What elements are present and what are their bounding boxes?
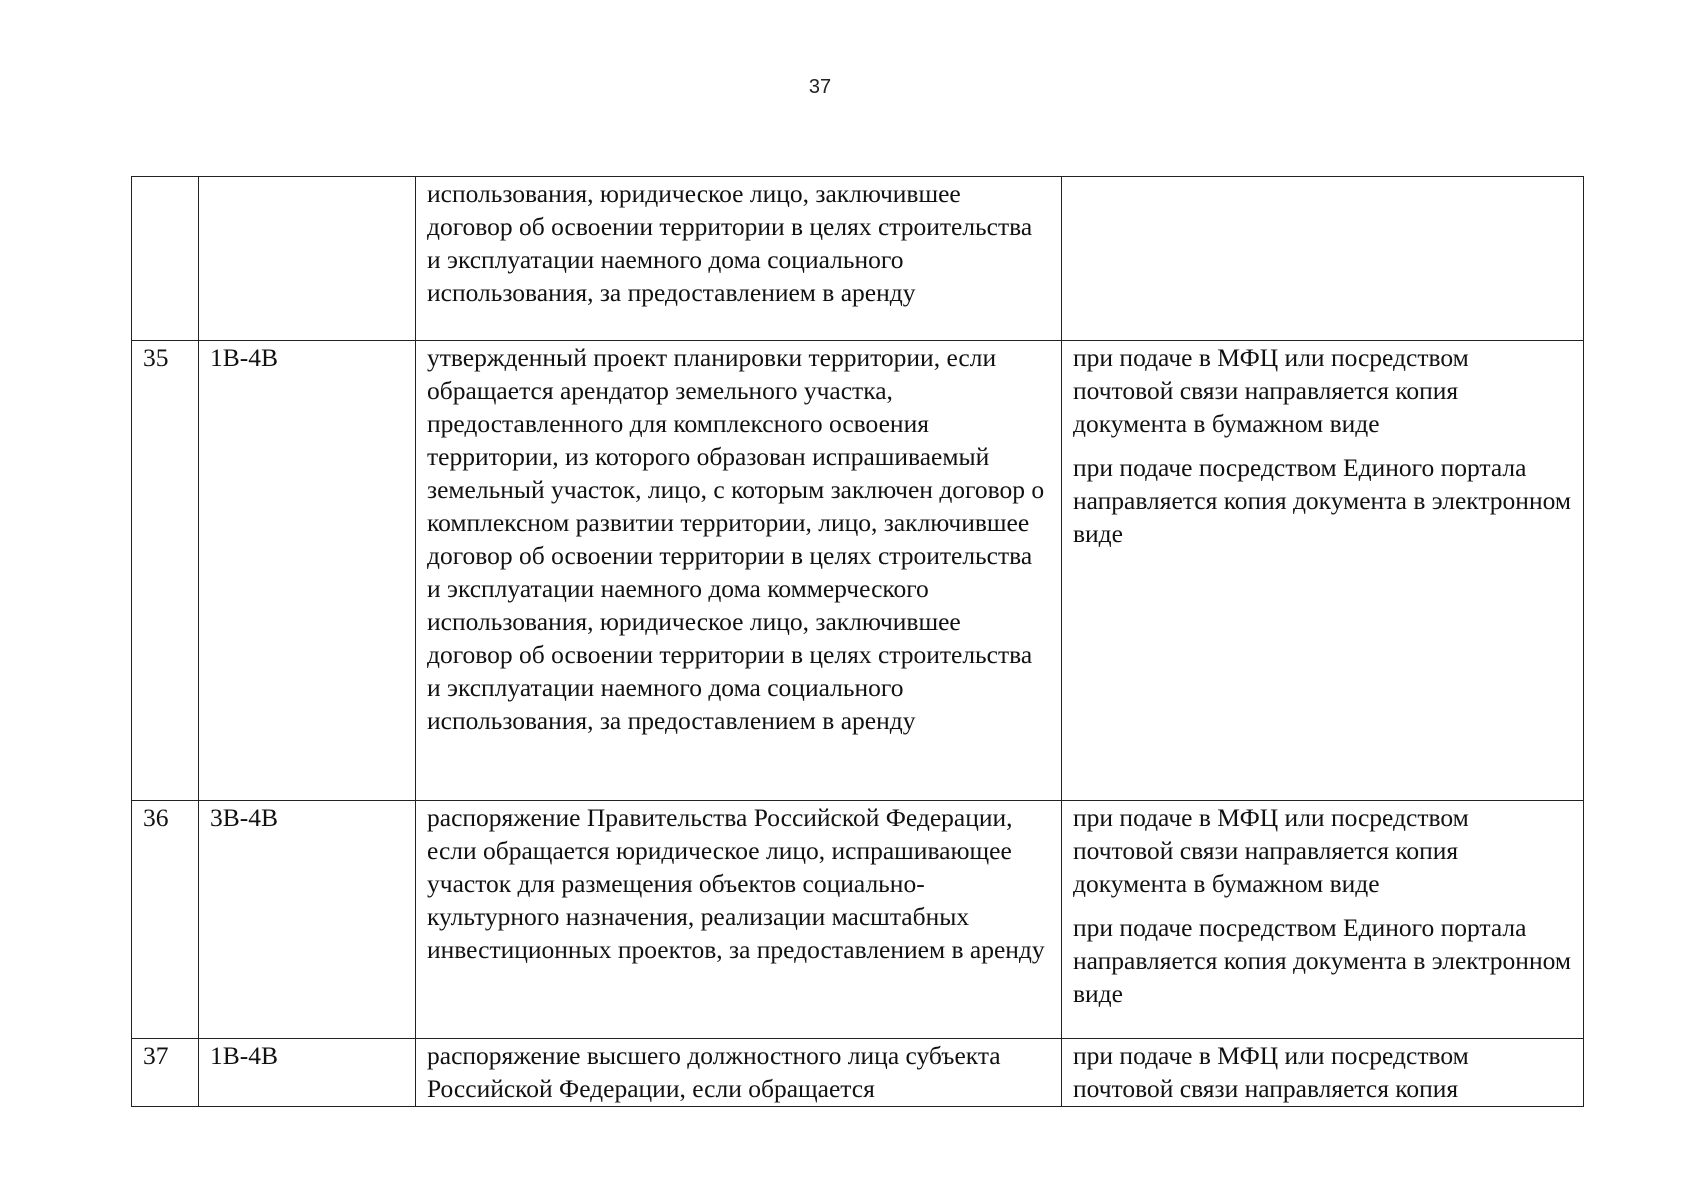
document-text: использования, юридическое лицо, заключившее договор об освоении территории в целях строительства и эксплуатации наемного дома социального использования, за предоставлением в аренду xyxy=(427,179,1033,307)
table-row xyxy=(132,177,1584,341)
document-cell xyxy=(416,1039,1062,1107)
document-table xyxy=(131,176,1584,1107)
document-cell xyxy=(416,177,1062,341)
notes-cell xyxy=(1062,1039,1584,1107)
document-cell xyxy=(416,341,1062,801)
notes-cell xyxy=(1062,801,1584,1039)
page-number: 37 xyxy=(808,76,832,98)
table-row xyxy=(132,801,1584,1039)
note-electronic: при подаче посредством Единого портала направляется копия документа в электронном виде xyxy=(1073,453,1571,548)
note-paper: при подаче в МФЦ или посредством почтовой связи направляется копия документа в бумажном виде xyxy=(1073,343,1469,438)
row-code-cell: 3В-4В xyxy=(199,801,416,1039)
table-row xyxy=(132,1039,1584,1107)
note-paper: при подаче в МФЦ или посредством почтовой связи направляется копия xyxy=(1073,1041,1469,1103)
document-text: утвержденный проект планировки территории, если обращается арендатор земельного участка, предоставленного для комплексного освоения территории, из которого образован испрашиваемый земельный участок, лицо, с которым заключен договор о комплексном развитии территории, лицо, заключившее договор об освоении территории в целях строительства и эксплуатации наемного дома коммерческого использования, юридическое лицо, заключившее договор об освоении территории в целях строительства и эксплуатации наемного дома социального использования, за предоставлением в аренду xyxy=(427,343,1045,735)
row-number-cell: 37 xyxy=(132,1039,199,1107)
row-number-cell xyxy=(132,177,199,341)
row-code-cell: 1В-4В xyxy=(199,341,416,801)
table-row xyxy=(132,341,1584,801)
row-number-cell: 35 xyxy=(132,341,199,801)
document-text: распоряжение высшего должностного лица субъекта Российской Федерации, если обращается xyxy=(427,1041,1001,1103)
note-paper: при подаче в МФЦ или посредством почтовой связи направляется копия документа в бумажном виде xyxy=(1073,803,1469,898)
notes-cell xyxy=(1062,341,1584,801)
document-cell xyxy=(416,801,1062,1039)
document-text: распоряжение Правительства Российской Федерации, если обращается юридическое лицо, испрашивающее участок для размещения объектов социально-культурного назначения, реализации масштабных инвестиционных проектов, за предоставлением в аренду xyxy=(427,803,1045,964)
note-electronic: при подаче посредством Единого портала направляется копия документа в электронном виде xyxy=(1073,913,1571,1008)
notes-cell xyxy=(1062,177,1584,341)
row-code-cell xyxy=(199,177,416,341)
row-code-cell: 1В-4В xyxy=(199,1039,416,1107)
row-number-cell: 36 xyxy=(132,801,199,1039)
